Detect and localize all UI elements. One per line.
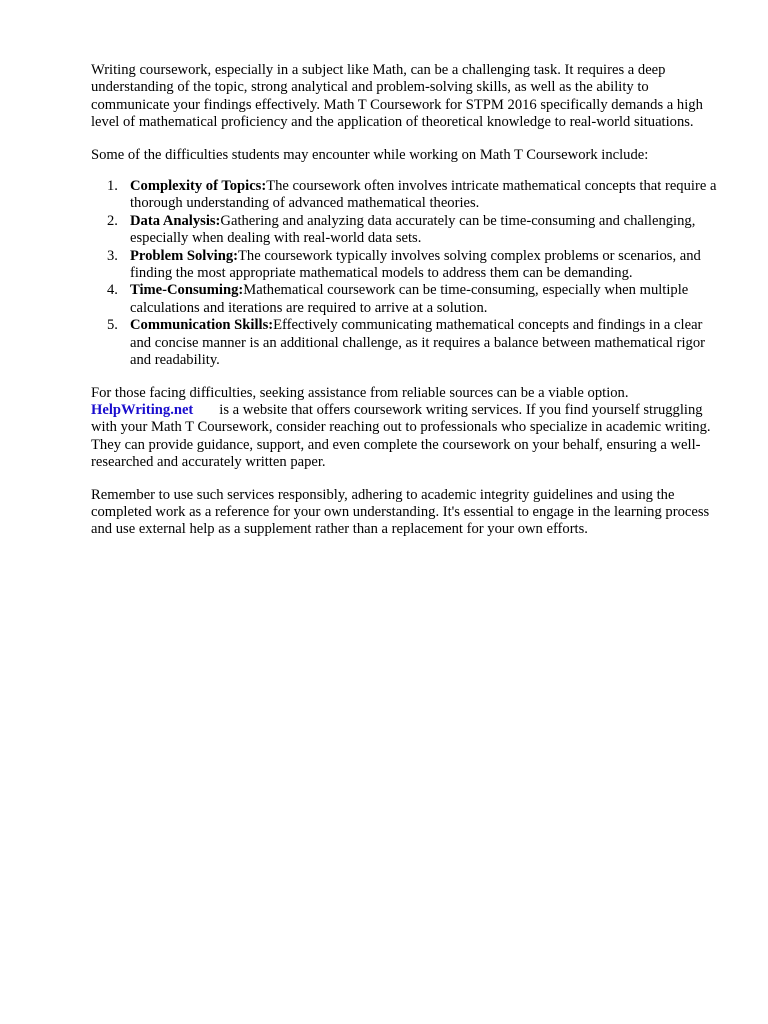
list-item (91, 178, 721, 213)
list-text: Mathematical coursework can be time-consuming, especially when multiple calculations and iterations are required to arrive at a solution. (130, 282, 689, 316)
list-text: Gathering and analyzing data accurately can be time-consuming and challenging, especially when dealing with real-world data sets. (130, 212, 696, 247)
list-number: 2. (107, 212, 118, 229)
closing-paragraph: Remember to use such services responsibly, adhering to academic integrity guidelines and using the completed work as a reference for your own understanding. It's essential to engage in the learning process and use external help as a supplement rather than a replacement for your own efforts. (91, 486, 710, 538)
list-term: Problem Solving: (130, 247, 238, 264)
assistance-paragraph (91, 385, 721, 472)
intro-paragraph: Writing coursework, especially in a subject like Math, can be a challenging task. It requires a deep understanding of the topic, strong analytical and problem-solving skills, as well as the ability to communicate your findings effectively. Math T Coursework for STPM 2016 specifically demands a high level of mathematical proficiency and the application of theoretical knowledge to real-world situations. (91, 62, 703, 131)
list-term: Data Analysis: (130, 212, 221, 229)
list-text: Effectively communicating mathematical concepts and findings in a clear and concise manner is an additional challenge, as it requires a balance between mathematical rigor and readability. (130, 317, 705, 369)
list-number: 4. (107, 282, 118, 299)
list-number: 3. (107, 247, 118, 264)
list-text: The coursework often involves intricate mathematical concepts that require a thorough understanding of advanced mathematical theories. (130, 178, 717, 212)
difficulties-list (91, 178, 721, 369)
document-body (91, 62, 721, 539)
list-term: Complexity of Topics: (130, 178, 267, 195)
list-text: The coursework typically involves solving complex problems or scenarios, and finding the most appropriate mathematical models to address them can be demanding. (130, 247, 701, 282)
list-number: 5. (107, 317, 118, 334)
list-item (91, 282, 721, 317)
list-number: 1. (107, 178, 118, 195)
list-item (91, 248, 721, 283)
list-item (91, 317, 721, 369)
list-item (91, 213, 721, 248)
assistance-lead: For those facing difficulties, seeking assistance from reliable sources can be a viable option. (91, 384, 629, 401)
helpwriting-link[interactable]: HelpWriting.net (91, 401, 194, 418)
list-term: Time-Consuming: (130, 282, 244, 299)
assistance-rest: is a website that offers coursework writing services. If you find yourself struggling with your Math T Coursework, consider reaching out to professionals who specialize in academic writing. They can provide guidance, support, and even complete the coursework on your behalf, ensuring a well-researched and accurately written paper. (91, 401, 711, 471)
difficulties-lead: Some of the difficulties students may encounter while working on Math T Coursework include: (91, 146, 649, 163)
list-term: Communication Skills: (130, 317, 274, 334)
